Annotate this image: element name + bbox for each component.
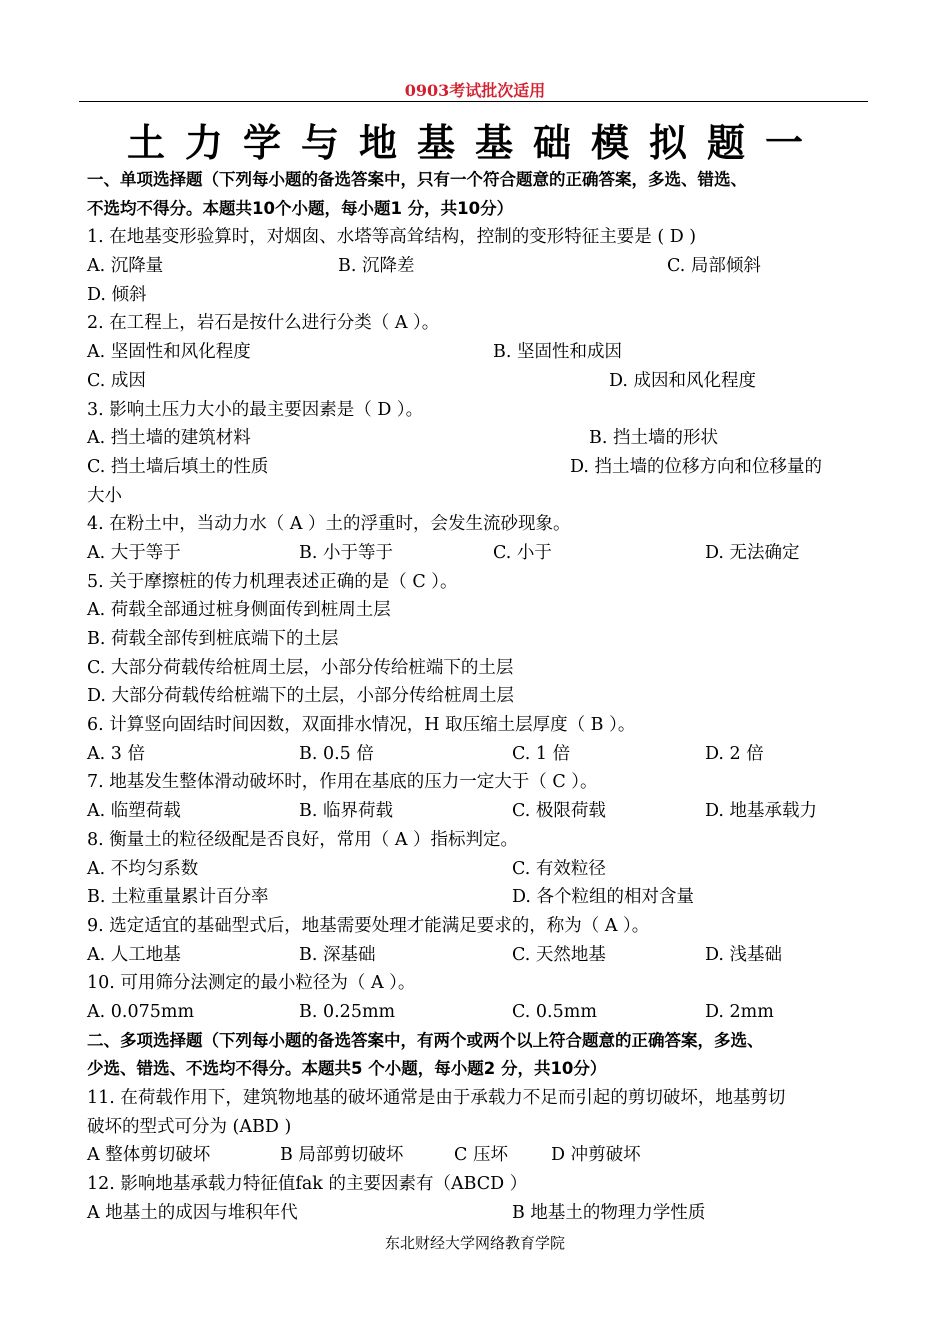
option: B. 临界荷载: [299, 801, 393, 822]
option: B. 小于等于: [299, 542, 393, 563]
batch-header: 0903考试批次适用: [404, 81, 546, 100]
question-7: 7. 地基发生整体滑动破坏时，作用在基底的压力一定大于（ C ）。: [87, 772, 598, 793]
question-1-options-2: [87, 281, 867, 310]
option: C. 1 倍: [512, 743, 571, 764]
option: D. 成因和风化程度: [609, 370, 757, 391]
option: A. 人工地基: [87, 944, 181, 965]
question-4: 4. 在粉土中，当动力水（ A ）土的浮重时，会发生流砂现象。: [87, 514, 571, 535]
option: B. 挡土墙的形状: [589, 428, 718, 449]
question-8-options-2: [87, 883, 867, 912]
option: C. 局部倾斜: [667, 256, 761, 277]
header-divider: [79, 101, 868, 102]
option: D. 地基承载力: [705, 801, 818, 822]
question-9-options: [87, 941, 867, 970]
option: A 整体剪切破坏: [87, 1145, 211, 1166]
option: C. 挡土墙后填土的性质: [87, 456, 269, 477]
question-2-options: [87, 338, 867, 367]
section2-heading: 二、多项选择题（下列每小题的备选答案中，有两个或两个以上符合题意的正确答案，多选、: [87, 1030, 764, 1050]
option: A. 挡土墙的建筑材料: [87, 428, 251, 449]
section1-heading: 一、单项选择题（下列每小题的备选答案中，只有一个符合题意的正确答案，多选、错选、: [87, 170, 747, 189]
question-12-options: [87, 1199, 867, 1228]
option: A. 0.075mm: [87, 1001, 195, 1022]
option: A. 大于等于: [87, 542, 181, 563]
option: A. 临塑荷载: [87, 801, 181, 822]
question-3-option-cont: 大小: [87, 485, 122, 506]
option: A. 3 倍: [87, 743, 145, 764]
option: A 地基土的成因与堆积年代: [87, 1202, 298, 1223]
option: B. 深基础: [299, 944, 376, 965]
option: B 地基土的物理力学性质: [512, 1202, 706, 1223]
page-footer: 东北财经大学网络教育学院: [384, 1234, 565, 1252]
option: A. 荷载全部通过桩身侧面传到桩周土层: [87, 600, 391, 621]
question-11: 11. 在荷载作用下，建筑物地基的破坏通常是由于承载力不足而引起的剪切破坏，地基剪切: [87, 1088, 786, 1108]
option: C. 大部分荷载传给桩周土层，小部分传给桩端下的土层: [87, 657, 514, 678]
option: C. 0.5mm: [512, 1001, 597, 1022]
question-10: 10. 可用筛分法测定的最小粒径为（ A ）。: [87, 973, 416, 994]
option: D. 倾斜: [87, 284, 147, 305]
question-7-options: [87, 797, 867, 826]
option: C. 极限荷载: [512, 801, 606, 822]
option: A. 不均匀系数: [87, 858, 199, 879]
option: D. 大部分荷载传给桩端下的土层，小部分传给桩周土层: [87, 686, 515, 707]
question-1-options: [87, 252, 867, 281]
question-9: 9. 选定适宜的基础型式后，地基需要处理才能满足要求的，称为（ A ）。: [87, 915, 650, 936]
option: D. 各个粒组的相对含量: [512, 887, 695, 908]
option: A. 沉降量: [87, 256, 164, 277]
question-6-options: [87, 740, 867, 769]
option: B. 土粒重量累计百分率: [87, 887, 269, 908]
question-8-options: [87, 855, 867, 884]
option: C. 成因: [87, 370, 146, 391]
question-5: 5. 关于摩擦桩的传力机理表述正确的是（ C ）。: [87, 571, 458, 592]
question-2: 2. 在工程上，岩石是按什么进行分类（ A ）。: [87, 313, 440, 334]
question-11-options: [87, 1141, 867, 1170]
question-10-options: [87, 998, 867, 1027]
exam-content: [87, 166, 867, 1227]
question-3-options-2: [87, 453, 867, 482]
option: D. 无法确定: [705, 542, 800, 563]
option: B 局部剪切破坏: [280, 1145, 404, 1166]
question-8: 8. 衡量土的粒径级配是否良好，常用（ A ）指标判定。: [87, 829, 519, 850]
option: C. 有效粒径: [512, 858, 606, 879]
option: D. 浅基础: [705, 944, 783, 965]
question-3-options: [87, 424, 867, 453]
page-title: 土力学与地基基础模拟题一: [126, 120, 823, 165]
question-12: 12. 影响地基承载力特征值fak 的主要因素有（ABCD ）: [87, 1174, 528, 1195]
option: C 压坏: [454, 1145, 508, 1166]
question-3: 3. 影响土压力大小的最主要因素是（ D ）。: [87, 399, 424, 420]
option: B. 沉降差: [338, 256, 415, 277]
option: B. 0.5 倍: [299, 743, 374, 764]
option: C. 天然地基: [512, 944, 606, 965]
option: D. 2mm: [705, 1001, 774, 1022]
option: B. 0.25mm: [299, 1001, 396, 1022]
option: B. 荷载全部传到桩底端下的土层: [87, 629, 339, 649]
section2-heading-cont: 少选、错选、不选均不得分。本题共5 个小题，每小题2 分，共10分）: [87, 1059, 607, 1079]
option: D. 2 倍: [705, 743, 764, 764]
option: D. 挡土墙的位移方向和位移量的: [570, 456, 823, 477]
section1-heading-cont: 不选均不得分。本题共10个小题，每小题1 分，共10分）: [87, 198, 514, 218]
question-1: 1. 在地基变形验算时，对烟囱、水塔等高耸结构，控制的变形特征主要是 ( D ): [87, 227, 697, 248]
option: D 冲剪破坏: [551, 1145, 641, 1166]
question-6: 6. 计算竖向固结时间因数，双面排水情况，H 取压缩土层厚度（ B ）。: [87, 715, 636, 736]
question-2-options-2: [87, 367, 867, 396]
question-4-options: [87, 539, 867, 568]
option: B. 坚固性和成因: [493, 342, 622, 363]
option: A. 坚固性和风化程度: [87, 342, 251, 363]
question-11-cont: 破坏的型式可分为 (ABD ): [87, 1116, 292, 1137]
option: C. 小于: [493, 542, 552, 563]
